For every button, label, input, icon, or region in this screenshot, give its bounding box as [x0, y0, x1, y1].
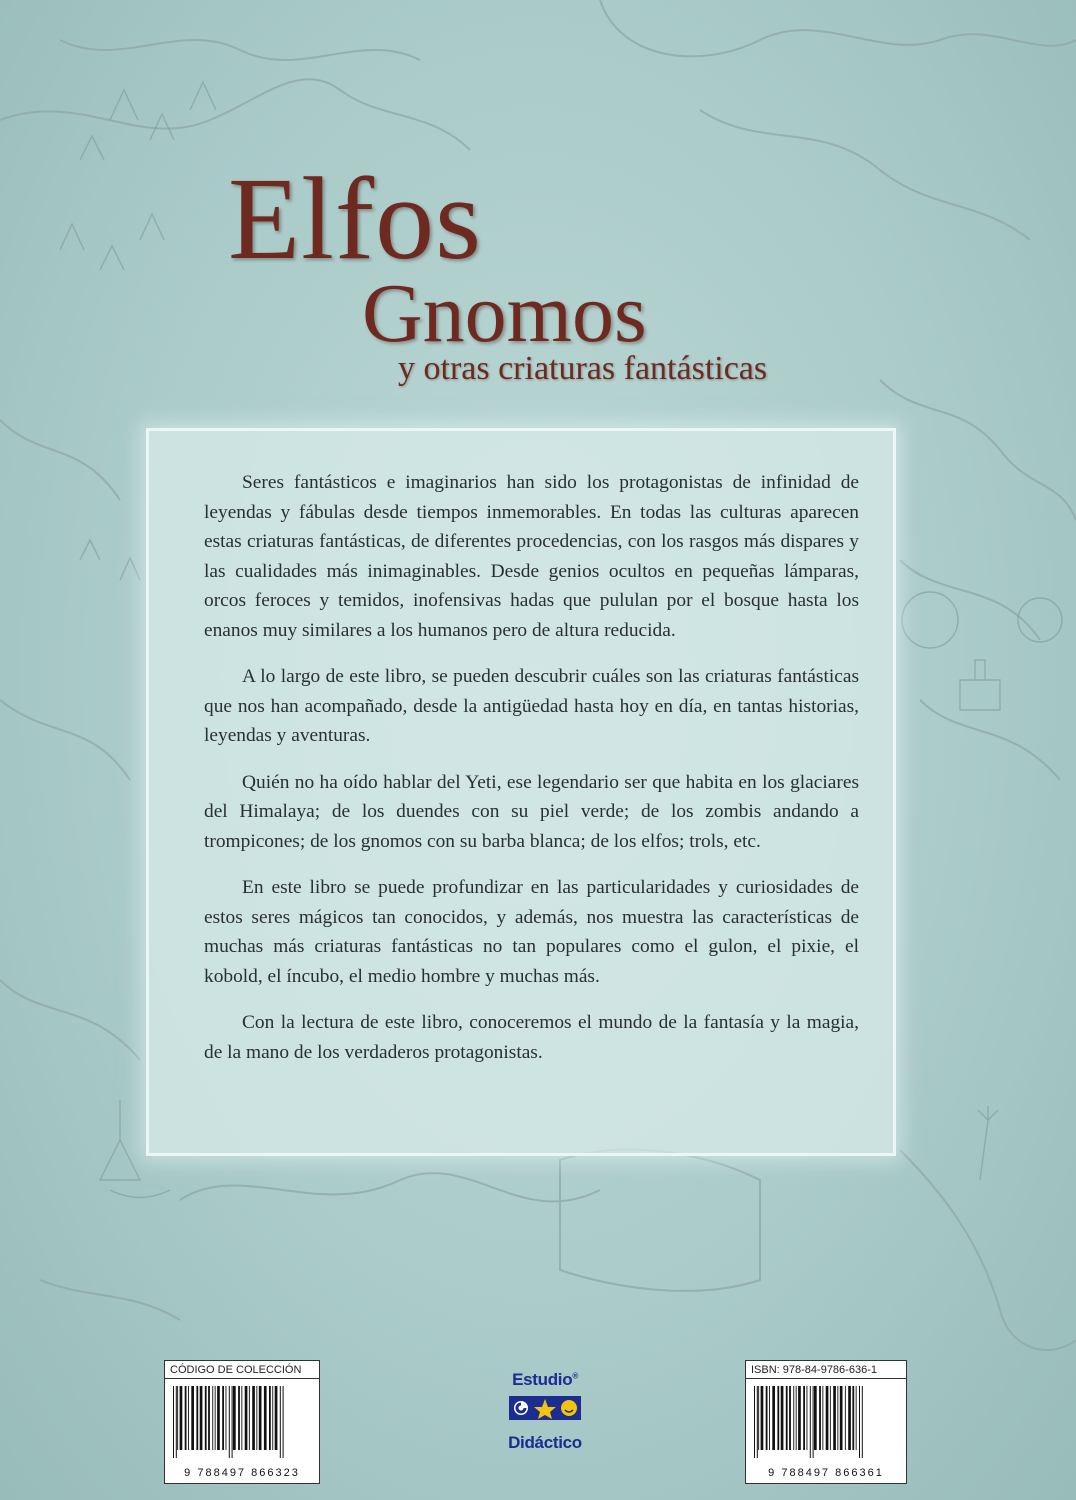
title-line-2: Gnomos	[362, 267, 647, 360]
publisher-logo	[500, 1370, 590, 1480]
title-line-1: Elfos	[228, 153, 483, 284]
barcode-bars	[171, 1386, 311, 1458]
publisher-emblem-icon	[505, 1390, 585, 1428]
blurb-paragraph: Seres fantásticos e imaginarios han sido los protagonistas de infinidad de leyendas y fábulas desde tiempos inmemorables. En todas las culturas aparecen estas criaturas fantásticas, de diferentes procedencias, con los rasgos más dispares y las cualidades más inimaginables. Desde genios ocultos en pequeñas lámparas, orcos feroces y temidos, inofensivas hadas que pululan por el bosque hasta los enanos muy similares a los humanos pero de altura reducida.	[204, 472, 859, 641]
collection-barcode	[164, 1360, 320, 1484]
blurb-paragraph: A lo largo de este libro, se pueden descubrir cuáles son las criaturas fantásticas que nos han acompañado, desde la antigüedad hasta hoy en día, en tantas historias, leyendas y aventuras.	[204, 666, 859, 746]
isbn-barcode-number: 9 788497 866361	[768, 1467, 884, 1479]
isbn-barcode	[745, 1360, 907, 1484]
publisher-name-line-2: Didáctico	[508, 1433, 582, 1452]
title-block	[0, 0, 1076, 420]
blurb-paragraph: En este libro se puede profundizar en las particularidades y curiosidades de estos seres mágicos tan conocidos, y además, nos muestra las características de muchas más criaturas fantásticas no tan populares como el gulon, el pixie, el kobold, el íncubo, el medio hombre y muchas más.	[204, 877, 859, 987]
publisher-name-line-1: Estudio®	[512, 1370, 578, 1389]
isbn-label: ISBN: 978-84-9786-636-1	[746, 1361, 906, 1379]
subtitle: y otras criaturas fantásticas	[398, 350, 768, 387]
barcode-bars	[752, 1386, 892, 1458]
collection-barcode-label: CÓDIGO DE COLECCIÓN	[165, 1361, 319, 1379]
blurb-text	[204, 468, 859, 1084]
collection-barcode-number: 9 788497 866323	[184, 1467, 300, 1479]
blurb-paragraph: Con la lectura de este libro, conoceremos el mundo de la fantasía y la magia, de la mano de los verdaderos protagonistas.	[204, 1012, 859, 1063]
blurb-paragraph: Quién no ha oído hablar del Yeti, ese legendario ser que habita en los glaciares del Himalaya; de los duendes con su piel verde; de los zombis andando a trompicones; de los gnomos con su barba blanca; de los elfos; trols, etc.	[204, 771, 859, 852]
